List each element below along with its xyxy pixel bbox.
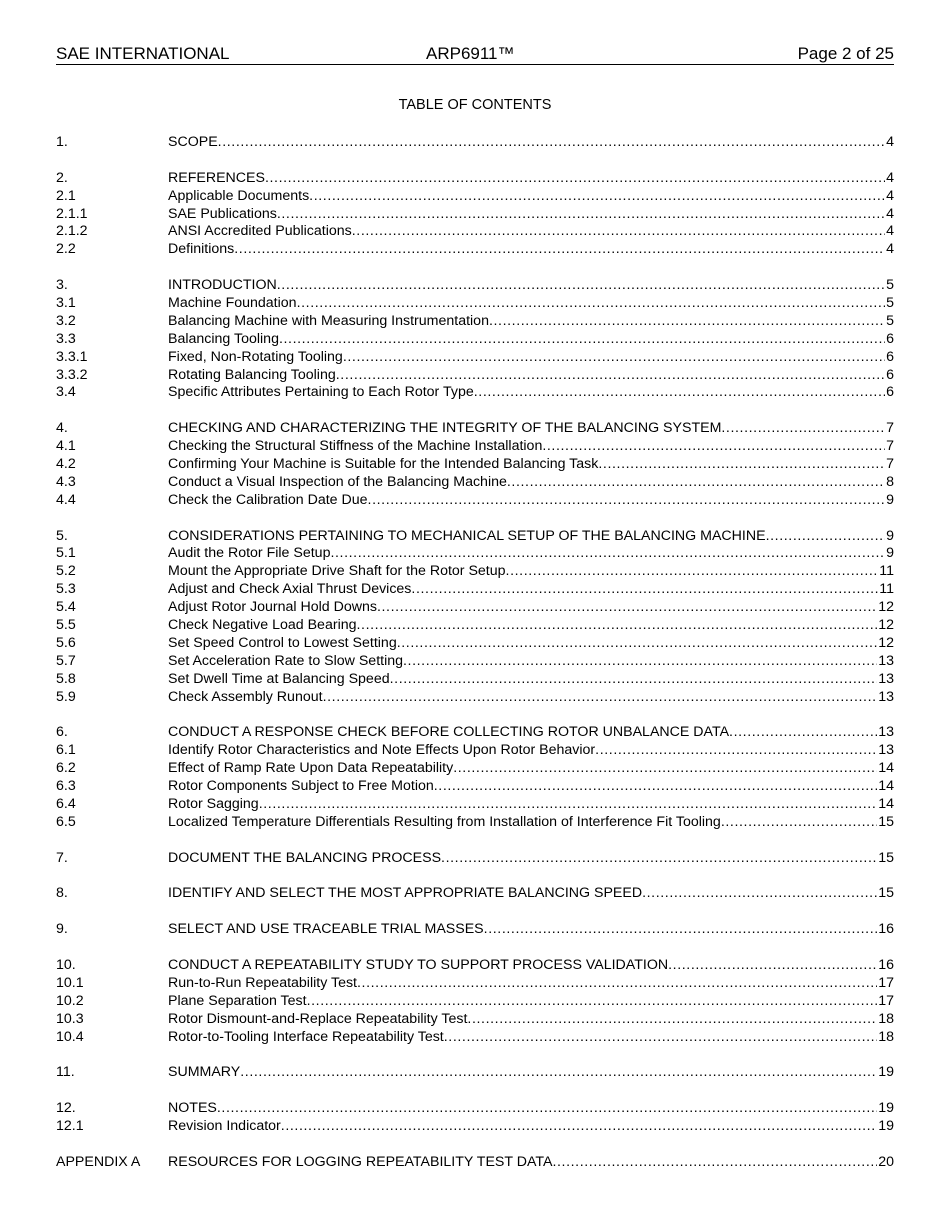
toc-entry-page: 4 — [886, 187, 894, 204]
toc-entry-number: 6.3 — [56, 778, 76, 795]
toc-dot-leader — [259, 796, 878, 814]
toc-entry[interactable] — [56, 384, 894, 402]
toc-entry-title[interactable]: Rotor-to-Tooling Interface Repeatability Test — [168, 1028, 444, 1045]
toc-entry-number: APPENDIX A — [56, 1153, 141, 1170]
toc-entry-page: 13 — [878, 670, 894, 687]
toc-dot-leader — [297, 295, 886, 313]
toc-entry[interactable] — [56, 885, 894, 903]
toc-entry-number: 10.2 — [56, 992, 84, 1009]
toc-entry-title[interactable]: Specific Attributes Pertaining to Each Rotor Type — [168, 384, 474, 401]
toc-entry-number: 4.4 — [56, 491, 76, 508]
toc-entry[interactable] — [56, 188, 894, 206]
header-organization: SAE INTERNATIONAL — [56, 44, 230, 63]
toc-entry-number: 5.6 — [56, 634, 76, 651]
toc-dot-leader — [721, 814, 877, 832]
toc-entry-title[interactable]: Rotating Balancing Tooling — [168, 366, 336, 383]
toc-entry-number: 9. — [56, 921, 68, 938]
toc-dot-leader — [403, 653, 877, 671]
toc-entry[interactable] — [56, 545, 894, 563]
toc-entry-title[interactable]: Plane Separation Test — [168, 992, 307, 1009]
toc-dot-leader — [330, 545, 885, 563]
toc-entry-number: 3.3.1 — [56, 348, 88, 365]
toc-entry-title[interactable]: ANSI Accredited Publications — [168, 223, 352, 240]
toc-dot-leader — [397, 635, 878, 653]
toc-entry[interactable] — [56, 349, 894, 367]
toc-entry-title[interactable]: Set Speed Control to Lowest Setting — [168, 634, 397, 651]
toc-entry-number: 6.1 — [56, 742, 76, 759]
toc-entry-page: 19 — [878, 1100, 894, 1117]
toc-entry-page: 11 — [879, 581, 894, 598]
toc-dot-leader — [390, 671, 878, 689]
toc-entry-page: 15 — [878, 813, 894, 830]
toc-entry-number: 10. — [56, 956, 76, 973]
toc-dot-leader — [441, 850, 877, 868]
toc-entry[interactable] — [56, 438, 894, 456]
toc-entry[interactable] — [56, 635, 894, 653]
toc-entry-page: 14 — [878, 778, 894, 795]
toc-entry-number: 4. — [56, 420, 68, 437]
toc-title: TABLE OF CONTENTS — [398, 97, 552, 113]
toc-entry-number: 8. — [56, 885, 68, 902]
toc-entry-page: 20 — [878, 1153, 894, 1170]
toc-entry-page: 11 — [879, 563, 894, 580]
toc-entry[interactable] — [56, 921, 894, 939]
toc-entry-number: 3.2 — [56, 312, 76, 329]
toc-entry-title[interactable]: SAE Publications — [168, 205, 277, 222]
toc-entry[interactable] — [56, 653, 894, 671]
toc-entry-title[interactable]: Definitions — [168, 241, 235, 258]
toc-entry-page: 7 — [886, 456, 894, 473]
toc-dot-leader — [265, 170, 885, 188]
toc-entry-number: 5.5 — [56, 617, 76, 634]
toc-entry-page: 5 — [886, 312, 894, 329]
toc-entry-number: 2. — [56, 169, 68, 186]
toc-entry[interactable] — [56, 528, 894, 546]
toc-entry-number: 5. — [56, 527, 68, 544]
toc-dot-leader — [352, 223, 885, 241]
toc-entry-title[interactable]: IDENTIFY AND SELECT THE MOST APPROPRIATE BALANCING SPEED — [168, 885, 643, 902]
toc-entry-page: 6 — [886, 348, 894, 365]
toc-entry-page: 12 — [878, 617, 894, 634]
header-document-number: ARP6911™ — [426, 44, 515, 63]
toc-entry[interactable] — [56, 241, 894, 259]
toc-entry[interactable] — [56, 456, 894, 474]
toc-spacer — [56, 1046, 894, 1064]
toc-entry[interactable] — [56, 1100, 894, 1118]
toc-entry-title[interactable]: Run-to-Run Repeatability Test — [168, 974, 358, 991]
toc-entry-page: 12 — [878, 599, 894, 616]
toc-dot-leader — [474, 384, 885, 402]
toc-entry[interactable] — [56, 1011, 894, 1029]
toc-dot-leader — [323, 689, 878, 707]
toc-entry[interactable] — [56, 474, 894, 492]
toc-entry-number: 1. — [56, 134, 68, 150]
toc-entry-page: 13 — [878, 688, 894, 705]
toc-dot-leader — [766, 528, 886, 546]
toc-entry[interactable] — [56, 617, 894, 635]
toc-dot-leader — [642, 885, 877, 903]
toc-dot-leader — [277, 206, 885, 224]
toc-entry-title[interactable]: SELECT AND USE TRACEABLE TRIAL MASSES — [168, 921, 484, 938]
toc-entry-title[interactable]: Rotor Sagging — [168, 795, 259, 812]
toc-entry[interactable] — [56, 599, 894, 617]
toc-dot-leader — [307, 993, 878, 1011]
toc-entry[interactable] — [56, 778, 894, 796]
toc-spacer — [56, 1082, 894, 1100]
toc-entry-title[interactable]: Check the Calibration Date Due — [168, 491, 368, 508]
toc-entry-number: 12.1 — [56, 1117, 84, 1134]
toc-entry-title[interactable]: Fixed, Non-Rotating Tooling — [168, 348, 343, 365]
toc-entry-number: 2.1 — [56, 187, 76, 204]
toc-dot-leader — [368, 492, 886, 510]
toc-entry-page: 14 — [878, 760, 894, 777]
toc-spacer — [56, 259, 894, 277]
toc-entry[interactable] — [56, 850, 894, 868]
toc-entry-number: 6.2 — [56, 760, 76, 777]
toc-entry[interactable] — [56, 724, 894, 742]
toc-entry-title[interactable]: SUMMARY — [168, 1064, 241, 1081]
toc-entry-title[interactable]: Set Dwell Time at Balancing Speed — [168, 670, 390, 687]
toc-entry-page: 16 — [878, 921, 894, 938]
toc-entry-title[interactable]: Balancing Machine with Measuring Instrumentation — [168, 312, 489, 329]
toc-entry-page: 15 — [878, 849, 894, 866]
toc-entry[interactable] — [56, 223, 894, 241]
toc-entry-title[interactable]: Checking the Structural Stiffness of the Machine Installation — [168, 438, 543, 455]
toc-dot-leader — [357, 975, 877, 993]
toc-dot-leader — [721, 420, 885, 438]
toc-entry[interactable] — [56, 295, 894, 313]
toc-entry-number: 7. — [56, 849, 68, 866]
toc-entry-page: 16 — [878, 956, 894, 973]
toc-entry-page: 6 — [886, 330, 894, 347]
toc-entry-page: 6 — [886, 384, 894, 401]
toc-entry-number: 4.2 — [56, 456, 76, 473]
toc-dot-leader — [453, 760, 877, 778]
toc-dot-leader — [234, 241, 885, 259]
toc-dot-leader — [434, 778, 877, 796]
toc-entry-title[interactable]: Check Negative Load Bearing — [168, 617, 357, 634]
toc-spacer — [56, 939, 894, 957]
toc-entry-title[interactable]: Rotor Components Subject to Free Motion — [168, 778, 434, 795]
toc-dot-leader — [218, 134, 885, 152]
toc-entry-title[interactable]: Confirming Your Machine is Suitable for the Intended Balancing Task — [168, 456, 599, 473]
toc-entry[interactable] — [56, 796, 894, 814]
toc-entry[interactable] — [56, 957, 894, 975]
toc-entry-page: 18 — [878, 1028, 894, 1045]
toc-entry-number: 5.2 — [56, 563, 76, 580]
toc-entry[interactable] — [56, 1118, 894, 1136]
toc-entry-title[interactable]: Set Acceleration Rate to Slow Setting — [168, 652, 404, 669]
toc-entry[interactable] — [56, 313, 894, 331]
toc-entry[interactable] — [56, 1029, 894, 1047]
toc-entry-title[interactable]: Machine Foundation — [168, 295, 297, 312]
toc-entry[interactable] — [56, 492, 894, 510]
toc-entry-title[interactable]: Adjust and Check Axial Thrust Devices — [168, 581, 412, 598]
toc-entry-number: 10.1 — [56, 974, 84, 991]
toc-entry-page: 19 — [878, 1117, 894, 1134]
toc-entry-page: 17 — [878, 974, 894, 991]
toc-entry[interactable] — [56, 742, 894, 760]
toc-entry-page: 5 — [886, 295, 894, 312]
toc-dot-leader — [506, 563, 879, 581]
toc-entry-page: 13 — [878, 724, 894, 741]
toc-dot-leader — [484, 921, 878, 939]
toc-entry[interactable] — [56, 993, 894, 1011]
toc-spacer — [56, 903, 894, 921]
toc-entry[interactable] — [56, 1064, 894, 1082]
toc-entry-title[interactable]: DOCUMENT THE BALANCING PROCESS — [168, 849, 442, 866]
toc-entry-page: 4 — [886, 205, 894, 222]
toc-dot-leader — [595, 742, 877, 760]
toc-spacer — [56, 1136, 894, 1154]
toc-spacer — [56, 832, 894, 850]
toc-entry[interactable] — [56, 563, 894, 581]
toc-entry-page: 12 — [878, 634, 894, 651]
toc-entry[interactable] — [56, 420, 894, 438]
toc-entry-number: 5.7 — [56, 652, 76, 669]
toc-entry-number: 11. — [56, 1064, 75, 1081]
toc-dot-leader — [552, 1154, 877, 1172]
toc-spacer — [56, 152, 894, 170]
toc-dot-leader — [467, 1011, 877, 1029]
toc-entry[interactable] — [56, 1154, 894, 1172]
toc-entry-page: 13 — [878, 652, 894, 669]
toc-entry[interactable] — [56, 975, 894, 993]
toc-dot-leader — [444, 1029, 877, 1047]
toc-entry-number: 3. — [56, 277, 68, 294]
page-header — [56, 44, 894, 65]
toc-spacer — [56, 868, 894, 886]
toc-entry[interactable] — [56, 134, 894, 152]
toc-entry-page: 4 — [886, 241, 894, 258]
header-page-number: Page 2 of 25 — [797, 44, 894, 63]
toc-entry-number: 2.1.1 — [56, 205, 88, 222]
toc-dot-leader — [279, 331, 885, 349]
toc-entry-number: 3.3 — [56, 330, 76, 347]
toc-entry[interactable] — [56, 170, 894, 188]
toc-entry[interactable] — [56, 814, 894, 832]
toc-entry-number: 5.9 — [56, 688, 76, 705]
toc-dot-leader — [668, 957, 877, 975]
toc-entry-number: 6.4 — [56, 795, 76, 812]
toc-dot-leader — [729, 724, 877, 742]
toc-entry-page: 8 — [886, 473, 894, 490]
toc-entry-page: 13 — [878, 742, 894, 759]
toc-entry-title[interactable]: Conduct a Visual Inspection of the Balancing Machine — [168, 473, 507, 490]
toc-entry-title[interactable]: Check Assembly Runout — [168, 688, 323, 705]
toc-spacer — [56, 707, 894, 725]
toc-entry-page: 14 — [878, 795, 894, 812]
toc-entry-number: 4.1 — [56, 438, 76, 455]
toc-dot-leader — [507, 474, 885, 492]
toc-entry-number: 6.5 — [56, 813, 76, 830]
toc-entry-page: 7 — [886, 438, 894, 455]
toc-entry-title[interactable]: INTRODUCTION — [168, 277, 277, 294]
toc-dot-leader — [240, 1064, 877, 1082]
toc-entry-page: 4 — [886, 134, 894, 150]
toc-entry[interactable] — [56, 760, 894, 778]
toc-entry-title[interactable]: CONDUCT A RESPONSE CHECK BEFORE COLLECTING ROTOR UNBALANCE DATA — [168, 724, 730, 741]
toc-entry-title[interactable]: NOTES — [168, 1100, 217, 1117]
table-of-contents — [56, 134, 894, 1172]
toc-entry-number: 5.1 — [56, 545, 76, 562]
toc-entry-title[interactable]: Localized Temperature Differentials Resulting from Installation of Interference Fit Tooling — [168, 813, 721, 830]
toc-entry[interactable] — [56, 331, 894, 349]
toc-entry-title[interactable]: Rotor Dismount-and-Replace Repeatability Test — [168, 1010, 468, 1027]
toc-entry-number: 5.8 — [56, 670, 76, 687]
toc-entry-page: 4 — [886, 169, 894, 186]
toc-dot-leader — [411, 581, 878, 599]
toc-entry[interactable] — [56, 689, 894, 707]
toc-entry-title[interactable]: CHECKING AND CHARACTERIZING THE INTEGRITY OF THE BALANCING SYSTEM — [168, 420, 722, 437]
toc-entry-title[interactable]: Revision Indicator — [168, 1117, 281, 1134]
toc-entry-page: 9 — [886, 491, 894, 508]
toc-entry-page: 19 — [878, 1064, 894, 1081]
toc-entry[interactable] — [56, 581, 894, 599]
toc-entry-number: 10.3 — [56, 1010, 84, 1027]
toc-entry-number: 12. — [56, 1100, 76, 1117]
toc-entry-number: 2.2 — [56, 241, 76, 258]
toc-entry-page: 6 — [886, 366, 894, 383]
toc-entry-page: 15 — [878, 885, 894, 902]
toc-entry-title[interactable]: CONSIDERATIONS PERTAINING TO MECHANICAL SETUP OF THE BALANCING MACHINE — [168, 527, 766, 544]
toc-entry-page: 7 — [886, 420, 894, 437]
toc-entry-number: 3.4 — [56, 384, 76, 401]
toc-spacer — [56, 402, 894, 420]
toc-entry-number: 4.3 — [56, 473, 76, 490]
toc-entry-page: 5 — [886, 277, 894, 294]
toc-entry-title[interactable]: Applicable Documents — [168, 187, 310, 204]
toc-dot-leader — [489, 313, 885, 331]
toc-entry-number: 2.1.2 — [56, 223, 88, 240]
toc-entry-title[interactable]: REFERENCES — [168, 169, 265, 186]
toc-entry-number: 3.1 — [56, 295, 76, 312]
toc-entry[interactable] — [56, 206, 894, 224]
toc-dot-leader — [357, 617, 878, 635]
toc-dot-leader — [277, 277, 885, 295]
toc-entry-title[interactable]: SCOPE — [168, 134, 218, 150]
toc-entry-number: 10.4 — [56, 1028, 84, 1045]
toc-dot-leader — [217, 1100, 877, 1118]
toc-dot-leader — [377, 599, 877, 617]
toc-entry-title[interactable]: Identify Rotor Characteristics and Note Effects Upon Rotor Behavior — [168, 742, 596, 759]
toc-entry[interactable] — [56, 277, 894, 295]
toc-entry-number: 3.3.2 — [56, 366, 88, 383]
toc-entry-page: 9 — [886, 545, 894, 562]
toc-dot-leader — [343, 349, 885, 367]
toc-entry[interactable] — [56, 367, 894, 385]
toc-entry-title[interactable]: Audit the Rotor File Setup — [168, 545, 331, 562]
toc-entry-title[interactable]: RESOURCES FOR LOGGING REPEATABILITY TEST DATA — [168, 1153, 553, 1170]
toc-entry-page: 4 — [886, 223, 894, 240]
toc-entry-page: 18 — [878, 1010, 894, 1027]
toc-entry-title[interactable]: Effect of Ramp Rate Upon Data Repeatability — [168, 760, 454, 777]
toc-entry[interactable] — [56, 671, 894, 689]
toc-dot-leader — [336, 367, 885, 385]
toc-dot-leader — [281, 1118, 877, 1136]
toc-dot-leader — [598, 456, 885, 474]
toc-entry-title[interactable]: Adjust Rotor Journal Hold Downs — [168, 599, 377, 616]
toc-entry-number: 5.4 — [56, 599, 76, 616]
toc-entry-title[interactable]: CONDUCT A REPEATABILITY STUDY TO SUPPORT PROCESS VALIDATION — [168, 956, 669, 973]
toc-dot-leader — [309, 188, 885, 206]
toc-dot-leader — [542, 438, 885, 456]
toc-entry-page: 17 — [878, 992, 894, 1009]
toc-spacer — [56, 510, 894, 528]
toc-entry-title[interactable]: Mount the Appropriate Drive Shaft for the Rotor Setup — [168, 563, 506, 580]
toc-entry-number: 5.3 — [56, 581, 76, 598]
toc-entry-page: 9 — [886, 527, 894, 544]
toc-entry-title[interactable]: Balancing Tooling — [168, 330, 279, 347]
toc-entry-number: 6. — [56, 724, 68, 741]
